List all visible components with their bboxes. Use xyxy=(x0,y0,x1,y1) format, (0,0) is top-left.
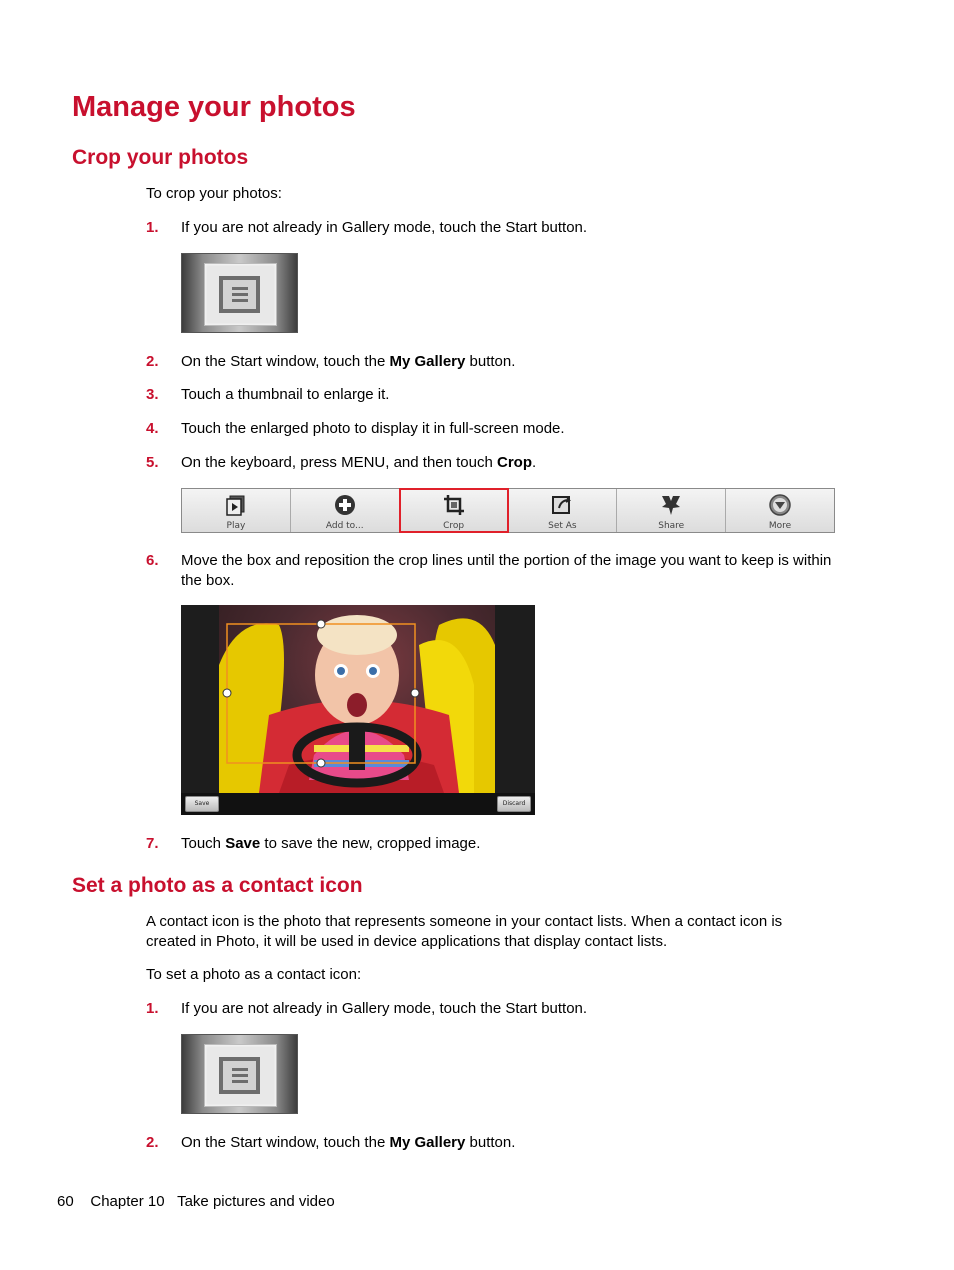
set-as-icon xyxy=(551,494,573,516)
chapter-label: Chapter 10 xyxy=(90,1193,165,1210)
menu-label: Play xyxy=(226,521,246,531)
share-icon xyxy=(660,494,682,516)
menu-more[interactable] xyxy=(726,489,834,532)
menu-label: More xyxy=(768,521,792,531)
menu-set-as[interactable] xyxy=(508,489,617,532)
add-icon xyxy=(334,494,356,516)
child-photo xyxy=(219,605,495,793)
page-title: Manage your photos xyxy=(72,91,356,123)
page-footer xyxy=(57,1193,335,1210)
step-text: Touch a thumbnail to enlarge it. xyxy=(181,386,390,403)
contact-icon-description: A contact icon is the photo that represents someone in your contact lists. When a contact icon is created in Photo, it will be used in device applications that display contact lists. xyxy=(146,913,783,950)
step-number: 5. xyxy=(146,454,159,471)
gallery-menu-bar xyxy=(181,488,835,533)
step-text: If you are not already in Gallery mode, touch the Start button. xyxy=(181,1000,588,1017)
menu-add-to[interactable] xyxy=(291,489,400,532)
more-icon xyxy=(769,494,791,516)
menu-label: Share xyxy=(658,521,685,531)
discard-button[interactable]: Discard xyxy=(497,796,531,812)
start-button-image xyxy=(181,253,298,333)
step-number: 6. xyxy=(146,552,159,569)
step-number: 1. xyxy=(146,1000,159,1017)
step-text: On the Start window, touch the My Gallery button. xyxy=(181,353,516,370)
photo-bottom-bar xyxy=(181,793,535,815)
step-text: Move the box and reposition the crop lines until the portion of the image you want to keep is within the box. xyxy=(181,552,832,589)
crop-icon xyxy=(443,494,465,516)
play-icon xyxy=(225,494,247,516)
gallery-icon xyxy=(204,1044,277,1107)
menu-label: Add to... xyxy=(325,521,364,531)
crop-intro: To crop your photos: xyxy=(146,185,282,202)
step-number: 2. xyxy=(146,1134,159,1151)
menu-share[interactable] xyxy=(617,489,726,532)
step-number: 7. xyxy=(146,835,159,852)
section-heading-contact-icon: Set a photo as a contact icon xyxy=(72,874,363,897)
save-button[interactable]: Save xyxy=(185,796,219,812)
menu-label: Set As xyxy=(548,521,577,531)
step-text: On the keyboard, press MENU, and then touch Crop. xyxy=(181,454,537,471)
page-number: 60 xyxy=(57,1193,74,1210)
step-text: Touch the enlarged photo to display it in full-screen mode. xyxy=(181,420,565,437)
step-text: Touch Save to save the new, cropped image. xyxy=(181,835,481,852)
step-text: If you are not already in Gallery mode, touch the Start button. xyxy=(181,219,588,236)
start-button-image xyxy=(181,1034,298,1114)
chapter-title: Take pictures and video xyxy=(177,1193,335,1210)
step-number: 2. xyxy=(146,353,159,370)
step-number: 1. xyxy=(146,219,159,236)
menu-label: Crop xyxy=(443,521,465,531)
step-number: 4. xyxy=(146,420,159,437)
section-heading-crop: Crop your photos xyxy=(72,146,249,169)
step-number: 3. xyxy=(146,386,159,403)
gallery-icon xyxy=(204,263,277,326)
menu-crop[interactable] xyxy=(400,489,509,532)
step-text: On the Start window, touch the My Gallery button. xyxy=(181,1134,516,1151)
crop-screen-photo xyxy=(181,605,535,815)
menu-play[interactable] xyxy=(182,489,291,532)
contact-icon-intro: To set a photo as a contact icon: xyxy=(146,966,362,983)
